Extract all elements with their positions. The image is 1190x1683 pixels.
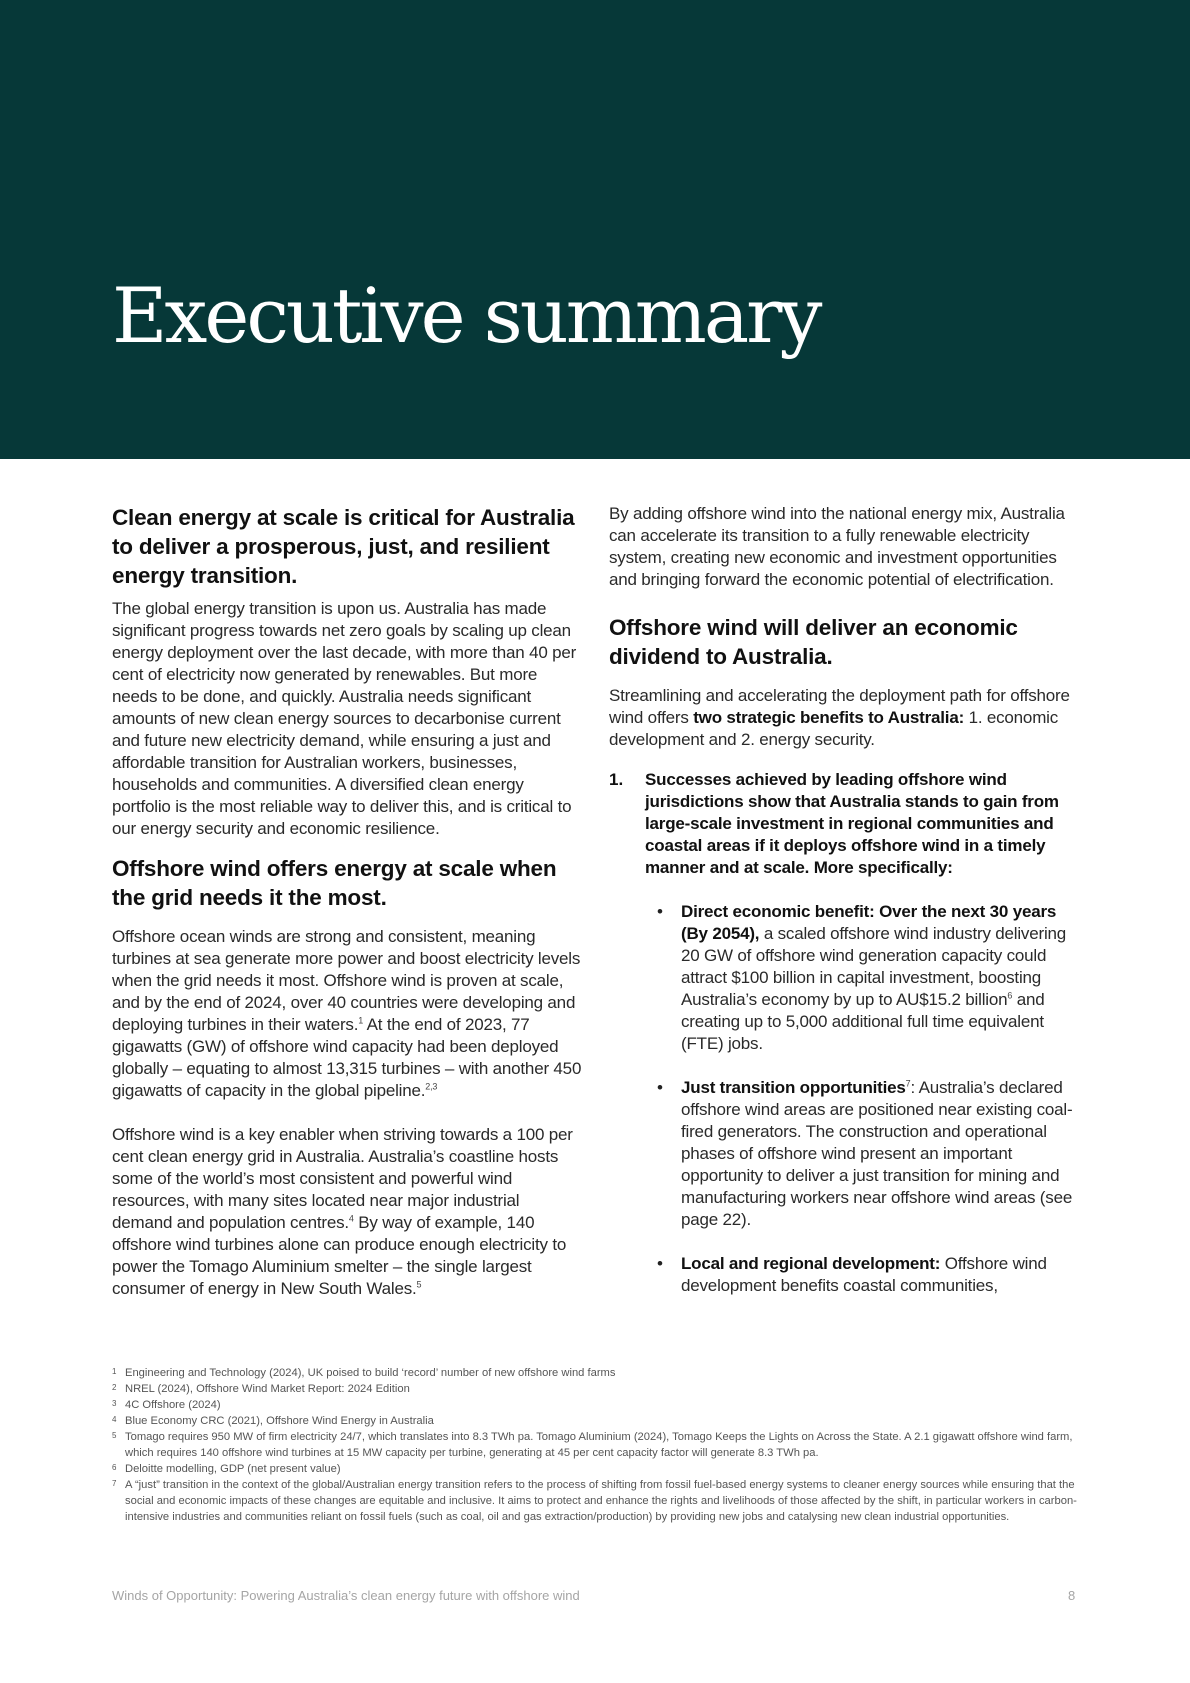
right-column: [609, 503, 1079, 1297]
section-heading-clean-energy: Clean energy at scale is critical for Australia to deliver a prosperous, just, and resilient energy transition.: [112, 505, 575, 588]
footnote: 6 Deloitte modelling, GDP (net present value): [112, 1463, 341, 1475]
list-item: • Just transition opportunities$^7$: Australia’s declared offshore wind areas are positioned near existing coal-fired generators. The construction and operational phases of offshore wind present an important opportunity to deliver a just transition for mining and manufacturing workers near offshore wind areas (see page 22).: [645, 1077, 1079, 1231]
paragraph-offshore-winds: Offshore ocean winds are strong and consistent, meaning turbines at sea generate more power and boost electricity levels when the grid needs it most. Offshore wind is proven at scale, and by the end of 2024, over 40 countries were developing and deploying turbines in their waters.$^1$ At the end of 2023, 77 gigawatts (GW) of offshore wind capacity had been deployed globally – equating to almost 13,315 turbines – with another 450 gigawatts of capacity in the global pipeline.$^{2,3}$: [112, 927, 582, 1100]
footnote-ref: 4: [348, 1213, 354, 1224]
list-item: • Direct economic benefit: Over the next 30 years (By 2054), a scaled offshore wind industry delivering 20 GW of offshore wind generation capacity could attract $100 billion in capital investment, boosting Australia’s economy by up to AU$15.2 billion$^6$ and creating up to 5,000 additional full time equivalent (FTE) jobs.: [645, 901, 1079, 1055]
left-column: [112, 503, 582, 1300]
bullet-list: [609, 901, 1079, 1297]
footnote: 4 Blue Economy CRC (2021), Offshore Wind Energy in Australia: [112, 1415, 434, 1427]
section-heading-economic-dividend: Offshore wind will deliver an economic dividend to Australia.: [609, 615, 1018, 669]
page-title: Executive summary: [112, 271, 820, 360]
item-text: Successes achieved by leading offshore wind jurisdictions show that Australia stands to gain from large-scale investment in regional communities and coastal areas if it deploys offshore wind in a timely manner and at scale. More specifically:: [645, 770, 1059, 877]
footer-document-title: Winds of Opportunity: Powering Australia’s clean energy future with offshore wind: [112, 1588, 580, 1603]
item-number: 1.: [609, 770, 624, 789]
footnote: 1 Engineering and Technology (2024), UK poised to build ‘record’ number of new offshore wind farms: [112, 1367, 616, 1379]
page-number: 8: [1068, 1588, 1076, 1603]
footnotes: [112, 1365, 1082, 1525]
footnote-ref: 6: [1007, 990, 1013, 1001]
list-item: • Local and regional development: Offshore wind development benefits coastal communities,: [645, 1253, 1079, 1297]
paragraph-national-mix: By adding offshore wind into the national energy mix, Australia can accelerate its transition to a fully renewable electricity system, creating new economic and investment opportunities and bringing forward the economic potential of electrification.: [609, 504, 1065, 589]
footnote: 5 Tomago requires 950 MW of firm electricity 24/7, which translates into 8.3 TWh pa. Tomago Aluminium (2024), Tomago Keeps the Lights on Across the State. A 2.1 gigawatt offshore wind farm, which requires 140 offshore wind turbines at 15 MW capacity per turbine, generating at 45 per cent capacity factor will generate 8.3 TWh pa.: [112, 1431, 1073, 1459]
footnote-ref: 2,3: [425, 1081, 438, 1092]
paragraph-global-transition: The global energy transition is upon us. Australia has made significant progress towards net zero goals by scaling up clean energy deployment over the last decade, with more than 40 per cent of electricity now generated by renewables. But more needs to be done, and quickly. Australia needs significant amounts of new clean energy sources to decarbonise current and future new electricity demand, while ensuring a just and affordable transition for Australian workers, businesses, households and communities. A diversified clean energy portfolio is the most reliable way to deliver this, and is critical to our energy security and economic resilience.: [112, 599, 577, 838]
footnote: 3 4C Offshore (2024): [112, 1399, 221, 1411]
numbered-item-1: [609, 769, 1079, 879]
section-heading-offshore-wind: Offshore wind offers energy at scale when the grid needs it the most.: [112, 856, 557, 910]
bullet-icon: •: [657, 902, 663, 921]
bullet-icon: •: [657, 1078, 663, 1097]
paragraph-key-enabler: Offshore wind is a key enabler when striving towards a 100 per cent clean energy grid in Australia. Australia’s coastline hosts some of the world’s most consistent and powerful wind resources, with many sites located near major industrial demand and population centres.$^4$ By way of example, 140 offshore wind turbines alone can produce enough electricity to power the Tomago Aluminium smelter – the single largest consumer of energy in New South Wales.$^5$: [112, 1125, 573, 1298]
footnote: 7 A “just” transition in the context of the global/Australian energy transition refers to the process of shifting from fossil fuel-based energy systems to cleaner energy sources while ensuring that the social and economic impacts of these changes are equitable and inclusive. It aims to protect and enhance the rights and livelihoods of those affected by the shift, in particular workers in carbon-intensive industries and communities reliant on fossil fuels (such as coal, oil and gas extraction/production) by providing new jobs and catalysing new clean industrial opportunities.: [112, 1479, 1077, 1523]
footnote: 2 NREL (2024), Offshore Wind Market Report: 2024 Edition: [112, 1383, 410, 1395]
footnote-ref: 5: [416, 1279, 422, 1290]
paragraph-strategic-benefits: Streamlining and accelerating the deployment path for offshore wind offers two strategic benefits to Australia: 1. economic development and 2. energy security.: [609, 686, 1070, 749]
bullet-icon: •: [657, 1254, 663, 1273]
hero-banner: [0, 0, 1190, 459]
footnote-ref: 1: [358, 1015, 364, 1026]
footnote-ref: 7: [905, 1078, 911, 1089]
